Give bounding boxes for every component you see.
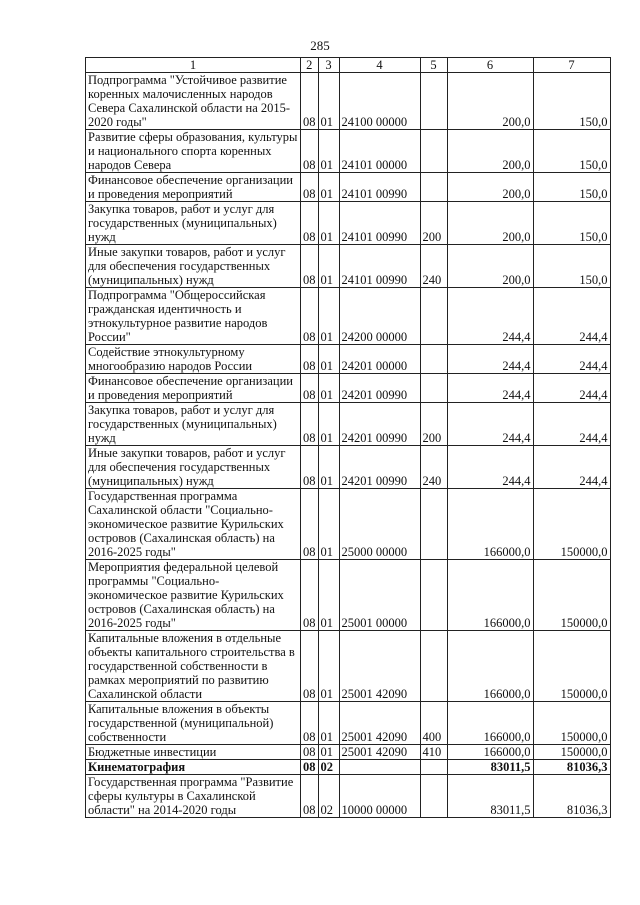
cell-subsection: 02 [318,760,339,775]
cell-target-article: 24100 00000 [339,73,420,130]
cell-amount-1: 166000,0 [447,702,533,745]
cell-name: Капитальные вложения в отдельные объекты капитального строительства в государственной собственности в рамках мероприятий по развитию Сахалинской области [86,631,301,702]
cell-section: 08 [301,631,319,702]
cell-subsection: 01 [318,560,339,631]
header-col-6: 6 [447,58,533,73]
cell-target-article: 25001 00000 [339,560,420,631]
cell-expense-type [420,374,447,403]
cell-amount-2: 150,0 [533,245,610,288]
cell-target-article: 24101 00000 [339,130,420,173]
cell-amount-1: 244,4 [447,374,533,403]
cell-section: 08 [301,446,319,489]
cell-amount-1: 83011,5 [447,760,533,775]
cell-amount-1: 166000,0 [447,631,533,702]
cell-subsection: 01 [318,173,339,202]
cell-section: 08 [301,288,319,345]
cell-expense-type: 200 [420,403,447,446]
cell-name: Бюджетные инвестиции [86,745,301,760]
cell-target-article: 25001 42090 [339,631,420,702]
cell-section: 08 [301,760,319,775]
table-row [86,374,611,403]
cell-target-article: 25000 00000 [339,489,420,560]
cell-name: Подпрограмма "Устойчивое развитие коренных малочисленных народов Севера Сахалинской области на 2015-2020 годы" [86,73,301,130]
table-row [86,173,611,202]
cell-amount-1: 166000,0 [447,560,533,631]
cell-expense-type [420,73,447,130]
cell-expense-type: 410 [420,745,447,760]
cell-section: 08 [301,173,319,202]
table-row [86,288,611,345]
cell-subsection: 01 [318,130,339,173]
cell-subsection: 02 [318,775,339,818]
cell-subsection: 01 [318,489,339,560]
table-row [86,745,611,760]
cell-amount-1: 244,4 [447,403,533,446]
cell-name: Иные закупки товаров, работ и услуг для обеспечения государственных (муниципальных) нужд [86,446,301,489]
cell-name: Государственная программа "Развитие сферы культуры в Сахалинской области" на 2014-2020 годы [86,775,301,818]
cell-name: Мероприятия федеральной целевой программы "Социально-экономическое развитие Курильских островов (Сахалинская область) на 2016-2025 годы" [86,560,301,631]
cell-target-article: 24101 00990 [339,245,420,288]
cell-subsection: 01 [318,745,339,760]
cell-amount-1: 166000,0 [447,489,533,560]
header-col-7: 7 [533,58,610,73]
cell-name: Кинематография [86,760,301,775]
table-row [86,403,611,446]
table-row [86,446,611,489]
cell-target-article: 10000 00000 [339,775,420,818]
cell-section: 08 [301,403,319,446]
cell-section: 08 [301,202,319,245]
cell-subsection: 01 [318,631,339,702]
cell-section: 08 [301,489,319,560]
header-col-2: 2 [301,58,319,73]
cell-name: Государственная программа Сахалинской области "Социально-экономическое развитие Курильских островов (Сахалинская область) на 2016-2025 годы" [86,489,301,560]
cell-amount-1: 200,0 [447,202,533,245]
cell-amount-2: 150000,0 [533,631,610,702]
cell-amount-2: 150000,0 [533,560,610,631]
cell-target-article: 24201 00990 [339,374,420,403]
cell-amount-1: 200,0 [447,245,533,288]
table-row [86,631,611,702]
cell-amount-2: 150000,0 [533,745,610,760]
cell-subsection: 01 [318,374,339,403]
page-number: 285 [310,38,330,53]
cell-subsection: 01 [318,245,339,288]
cell-name: Развитие сферы образования, культуры и национального спорта коренных народов Севера [86,130,301,173]
cell-expense-type: 200 [420,202,447,245]
cell-expense-type [420,130,447,173]
cell-amount-1: 200,0 [447,173,533,202]
cell-expense-type [420,775,447,818]
cell-amount-1: 244,4 [447,288,533,345]
cell-target-article: 24201 00990 [339,446,420,489]
cell-target-article: 25001 42090 [339,745,420,760]
cell-expense-type: 240 [420,245,447,288]
cell-name: Закупка товаров, работ и услуг для государственных (муниципальных) нужд [86,202,301,245]
cell-subsection: 01 [318,288,339,345]
cell-section: 08 [301,745,319,760]
table-row [86,775,611,818]
header-col-5: 5 [420,58,447,73]
cell-expense-type [420,489,447,560]
cell-expense-type [420,631,447,702]
cell-expense-type [420,173,447,202]
cell-section: 08 [301,374,319,403]
cell-amount-1: 83011,5 [447,775,533,818]
cell-target-article: 24200 00000 [339,288,420,345]
table-row [86,760,611,775]
cell-subsection: 01 [318,202,339,245]
cell-subsection: 01 [318,446,339,489]
cell-name: Финансовое обеспечение организации и проведения мероприятий [86,374,301,403]
cell-subsection: 01 [318,345,339,374]
cell-subsection: 01 [318,73,339,130]
header-col-1: 1 [86,58,301,73]
cell-subsection: 01 [318,403,339,446]
cell-amount-2: 150,0 [533,202,610,245]
cell-amount-2: 244,4 [533,403,610,446]
table-row [86,202,611,245]
cell-amount-2: 150,0 [533,130,610,173]
table-row [86,345,611,374]
table-row [86,560,611,631]
cell-section: 08 [301,130,319,173]
table-row [86,73,611,130]
header-col-3: 3 [318,58,339,73]
cell-amount-1: 166000,0 [447,745,533,760]
cell-amount-2: 81036,3 [533,760,610,775]
cell-expense-type [420,560,447,631]
cell-target-article: 24201 00000 [339,345,420,374]
table-row [86,130,611,173]
cell-expense-type [420,288,447,345]
cell-target-article: 24201 00990 [339,403,420,446]
cell-name: Подпрограмма "Общероссийская гражданская идентичность и этнокультурное развитие народов России" [86,288,301,345]
cell-amount-2: 81036,3 [533,775,610,818]
cell-name: Капитальные вложения в объекты государственной (муниципальной) собственности [86,702,301,745]
table-header-row [86,58,611,73]
cell-expense-type: 400 [420,702,447,745]
header-col-4: 4 [339,58,420,73]
cell-target-article: 25001 42090 [339,702,420,745]
cell-expense-type [420,345,447,374]
cell-expense-type: 240 [420,446,447,489]
table-row [86,245,611,288]
cell-amount-2: 244,4 [533,374,610,403]
cell-section: 08 [301,245,319,288]
cell-section: 08 [301,345,319,374]
cell-section: 08 [301,560,319,631]
cell-section: 08 [301,73,319,130]
cell-name: Содействие этнокультурному многообразию народов России [86,345,301,374]
cell-target-article: 24101 00990 [339,202,420,245]
table-row [86,702,611,745]
cell-name: Закупка товаров, работ и услуг для государственных (муниципальных) нужд [86,403,301,446]
cell-expense-type [420,760,447,775]
cell-amount-1: 200,0 [447,130,533,173]
cell-amount-1: 244,4 [447,446,533,489]
budget-table [85,57,611,818]
cell-amount-2: 150,0 [533,73,610,130]
cell-amount-2: 150000,0 [533,702,610,745]
table-row [86,489,611,560]
cell-section: 08 [301,702,319,745]
cell-target-article: 24101 00990 [339,173,420,202]
cell-amount-2: 150000,0 [533,489,610,560]
cell-amount-1: 244,4 [447,345,533,374]
cell-amount-2: 244,4 [533,345,610,374]
cell-amount-2: 150,0 [533,173,610,202]
cell-subsection: 01 [318,702,339,745]
cell-amount-2: 244,4 [533,446,610,489]
cell-name: Финансовое обеспечение организации и проведения мероприятий [86,173,301,202]
cell-amount-1: 200,0 [447,73,533,130]
cell-name: Иные закупки товаров, работ и услуг для обеспечения государственных (муниципальных) нужд [86,245,301,288]
cell-section: 08 [301,775,319,818]
cell-target-article [339,760,420,775]
cell-amount-2: 244,4 [533,288,610,345]
